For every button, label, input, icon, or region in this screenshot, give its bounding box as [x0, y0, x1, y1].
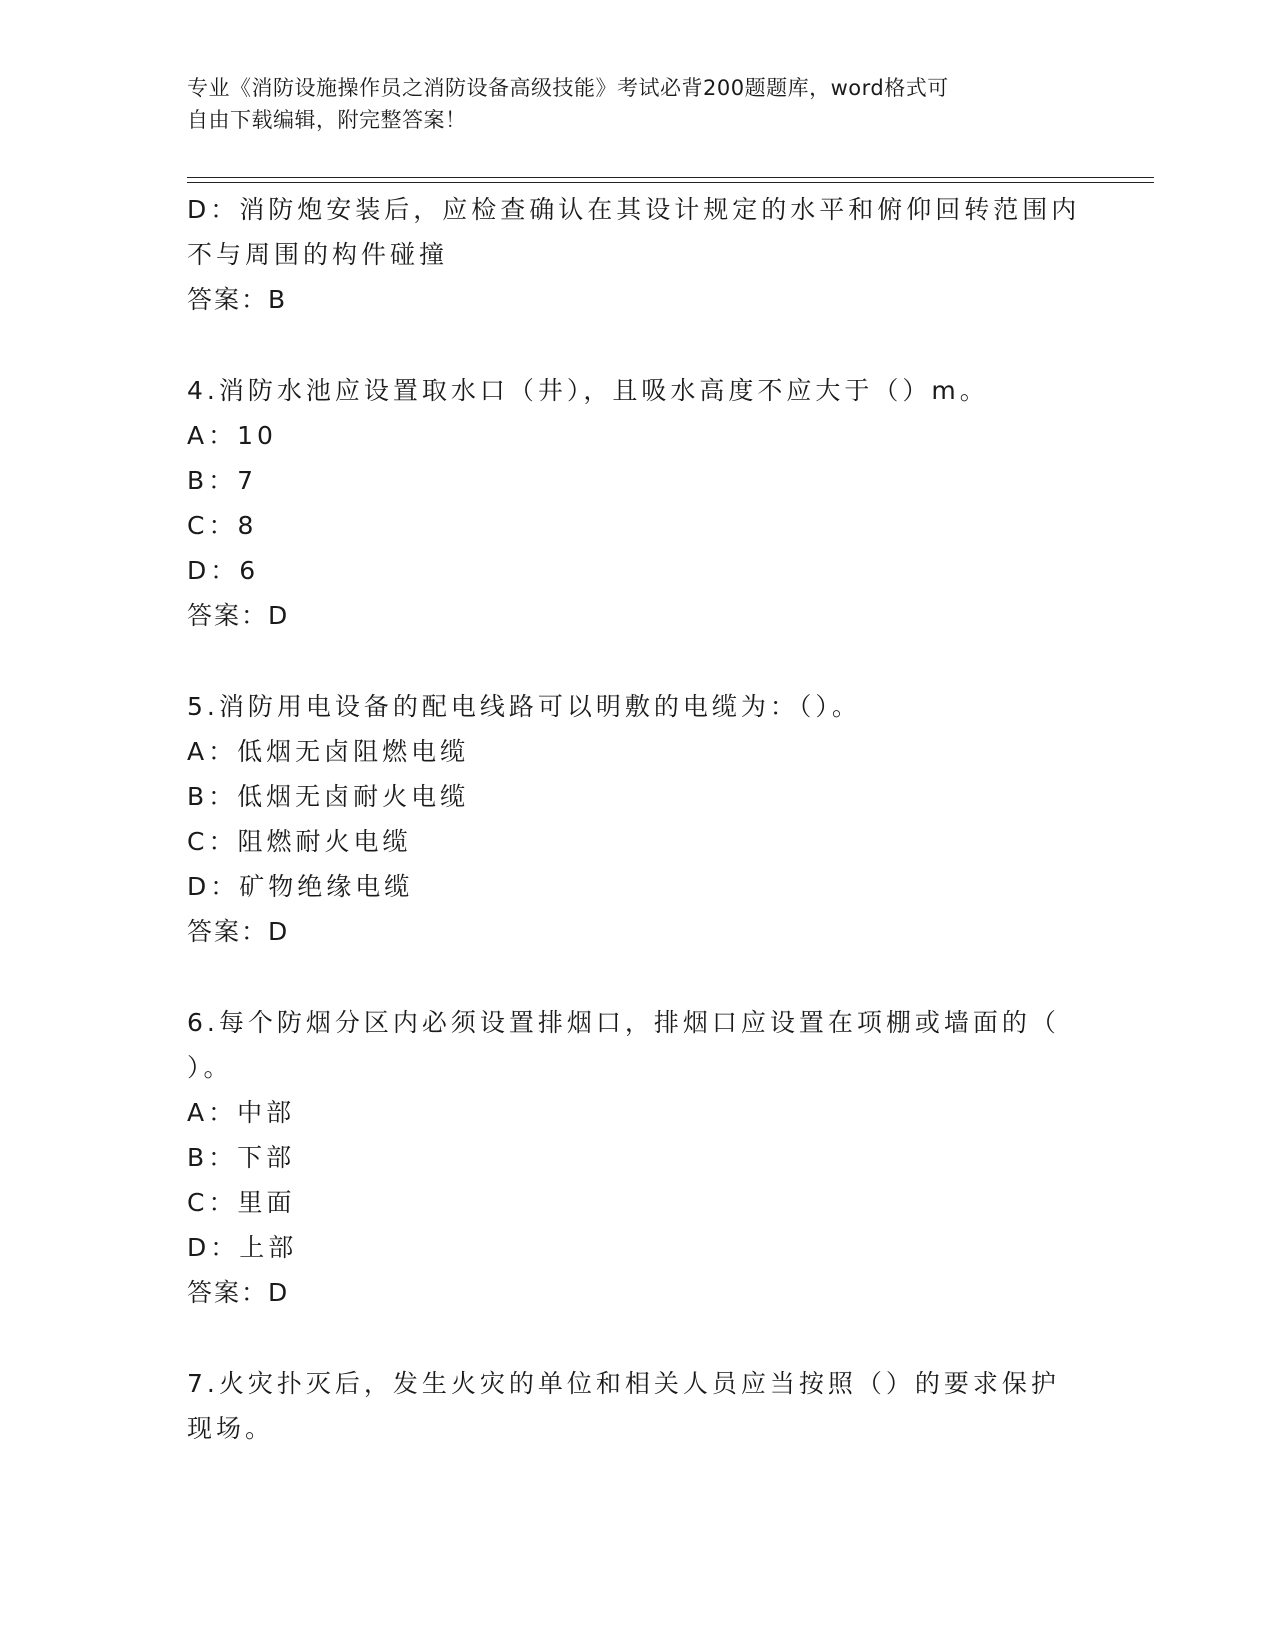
- document-body: [187, 187, 1087, 1451]
- question-title: 7.火灾扑灭后，发生火灾的单位和相关人员应当按照（）的要求保护: [187, 1369, 1060, 1398]
- answer: 答案：D: [187, 1278, 290, 1307]
- option-b: B：低烟无卤耐火电缆: [187, 782, 470, 811]
- question-title: 6.每个防烟分区内必须设置排烟口，排烟口应设置在项棚或墙面的（: [187, 1008, 1060, 1037]
- header-line-2: 自由下载编辑，附完整答案！: [187, 108, 467, 132]
- question-7: [187, 1361, 1087, 1451]
- option-d-continued: 不与周围的构件碰撞: [187, 240, 449, 269]
- question-6: [187, 1000, 1087, 1315]
- spacer: [187, 1315, 1087, 1361]
- question-4: [187, 368, 1087, 638]
- option-d: D：消防炮安装后，应检查确认在其设计规定的水平和俯仰回转范围内: [187, 195, 1081, 224]
- question-5: [187, 684, 1087, 954]
- option-b: B：7: [187, 466, 258, 495]
- header-divider-top: [187, 177, 1154, 178]
- option-a: A：低烟无卤阻燃电缆: [187, 737, 470, 766]
- option-a: A：中部: [187, 1098, 296, 1127]
- header-line-1: 专业《消防设施操作员之消防设备高级技能》考试必背200题题库，word格式可: [187, 76, 949, 100]
- spacer: [187, 954, 1087, 1000]
- option-c: C：里面: [187, 1188, 296, 1217]
- option-d: D：上部: [187, 1233, 298, 1262]
- question-title-continued: ）。: [187, 1053, 233, 1082]
- option-b: B：下部: [187, 1143, 296, 1172]
- header-divider-bottom: [187, 182, 1154, 183]
- answer: 答案：B: [187, 285, 288, 314]
- option-c: C：8: [187, 511, 258, 540]
- answer: 答案：D: [187, 917, 290, 946]
- document-header: [187, 72, 1067, 136]
- question-title: 5.消防用电设备的配电线路可以明敷的电缆为：（）。: [187, 692, 861, 721]
- option-d: D：矿物绝缘电缆: [187, 872, 414, 901]
- answer: 答案：D: [187, 601, 290, 630]
- question-title-continued: 现场。: [187, 1414, 275, 1443]
- spacer: [187, 638, 1087, 684]
- question-3-continuation: [187, 187, 1087, 322]
- option-d: D：6: [187, 556, 260, 585]
- spacer: [187, 322, 1087, 368]
- question-title: 4.消防水池应设置取水口（井），且吸水高度不应大于（）m。: [187, 376, 989, 405]
- option-c: C：阻燃耐火电缆: [187, 827, 412, 856]
- option-a: A：10: [187, 421, 277, 450]
